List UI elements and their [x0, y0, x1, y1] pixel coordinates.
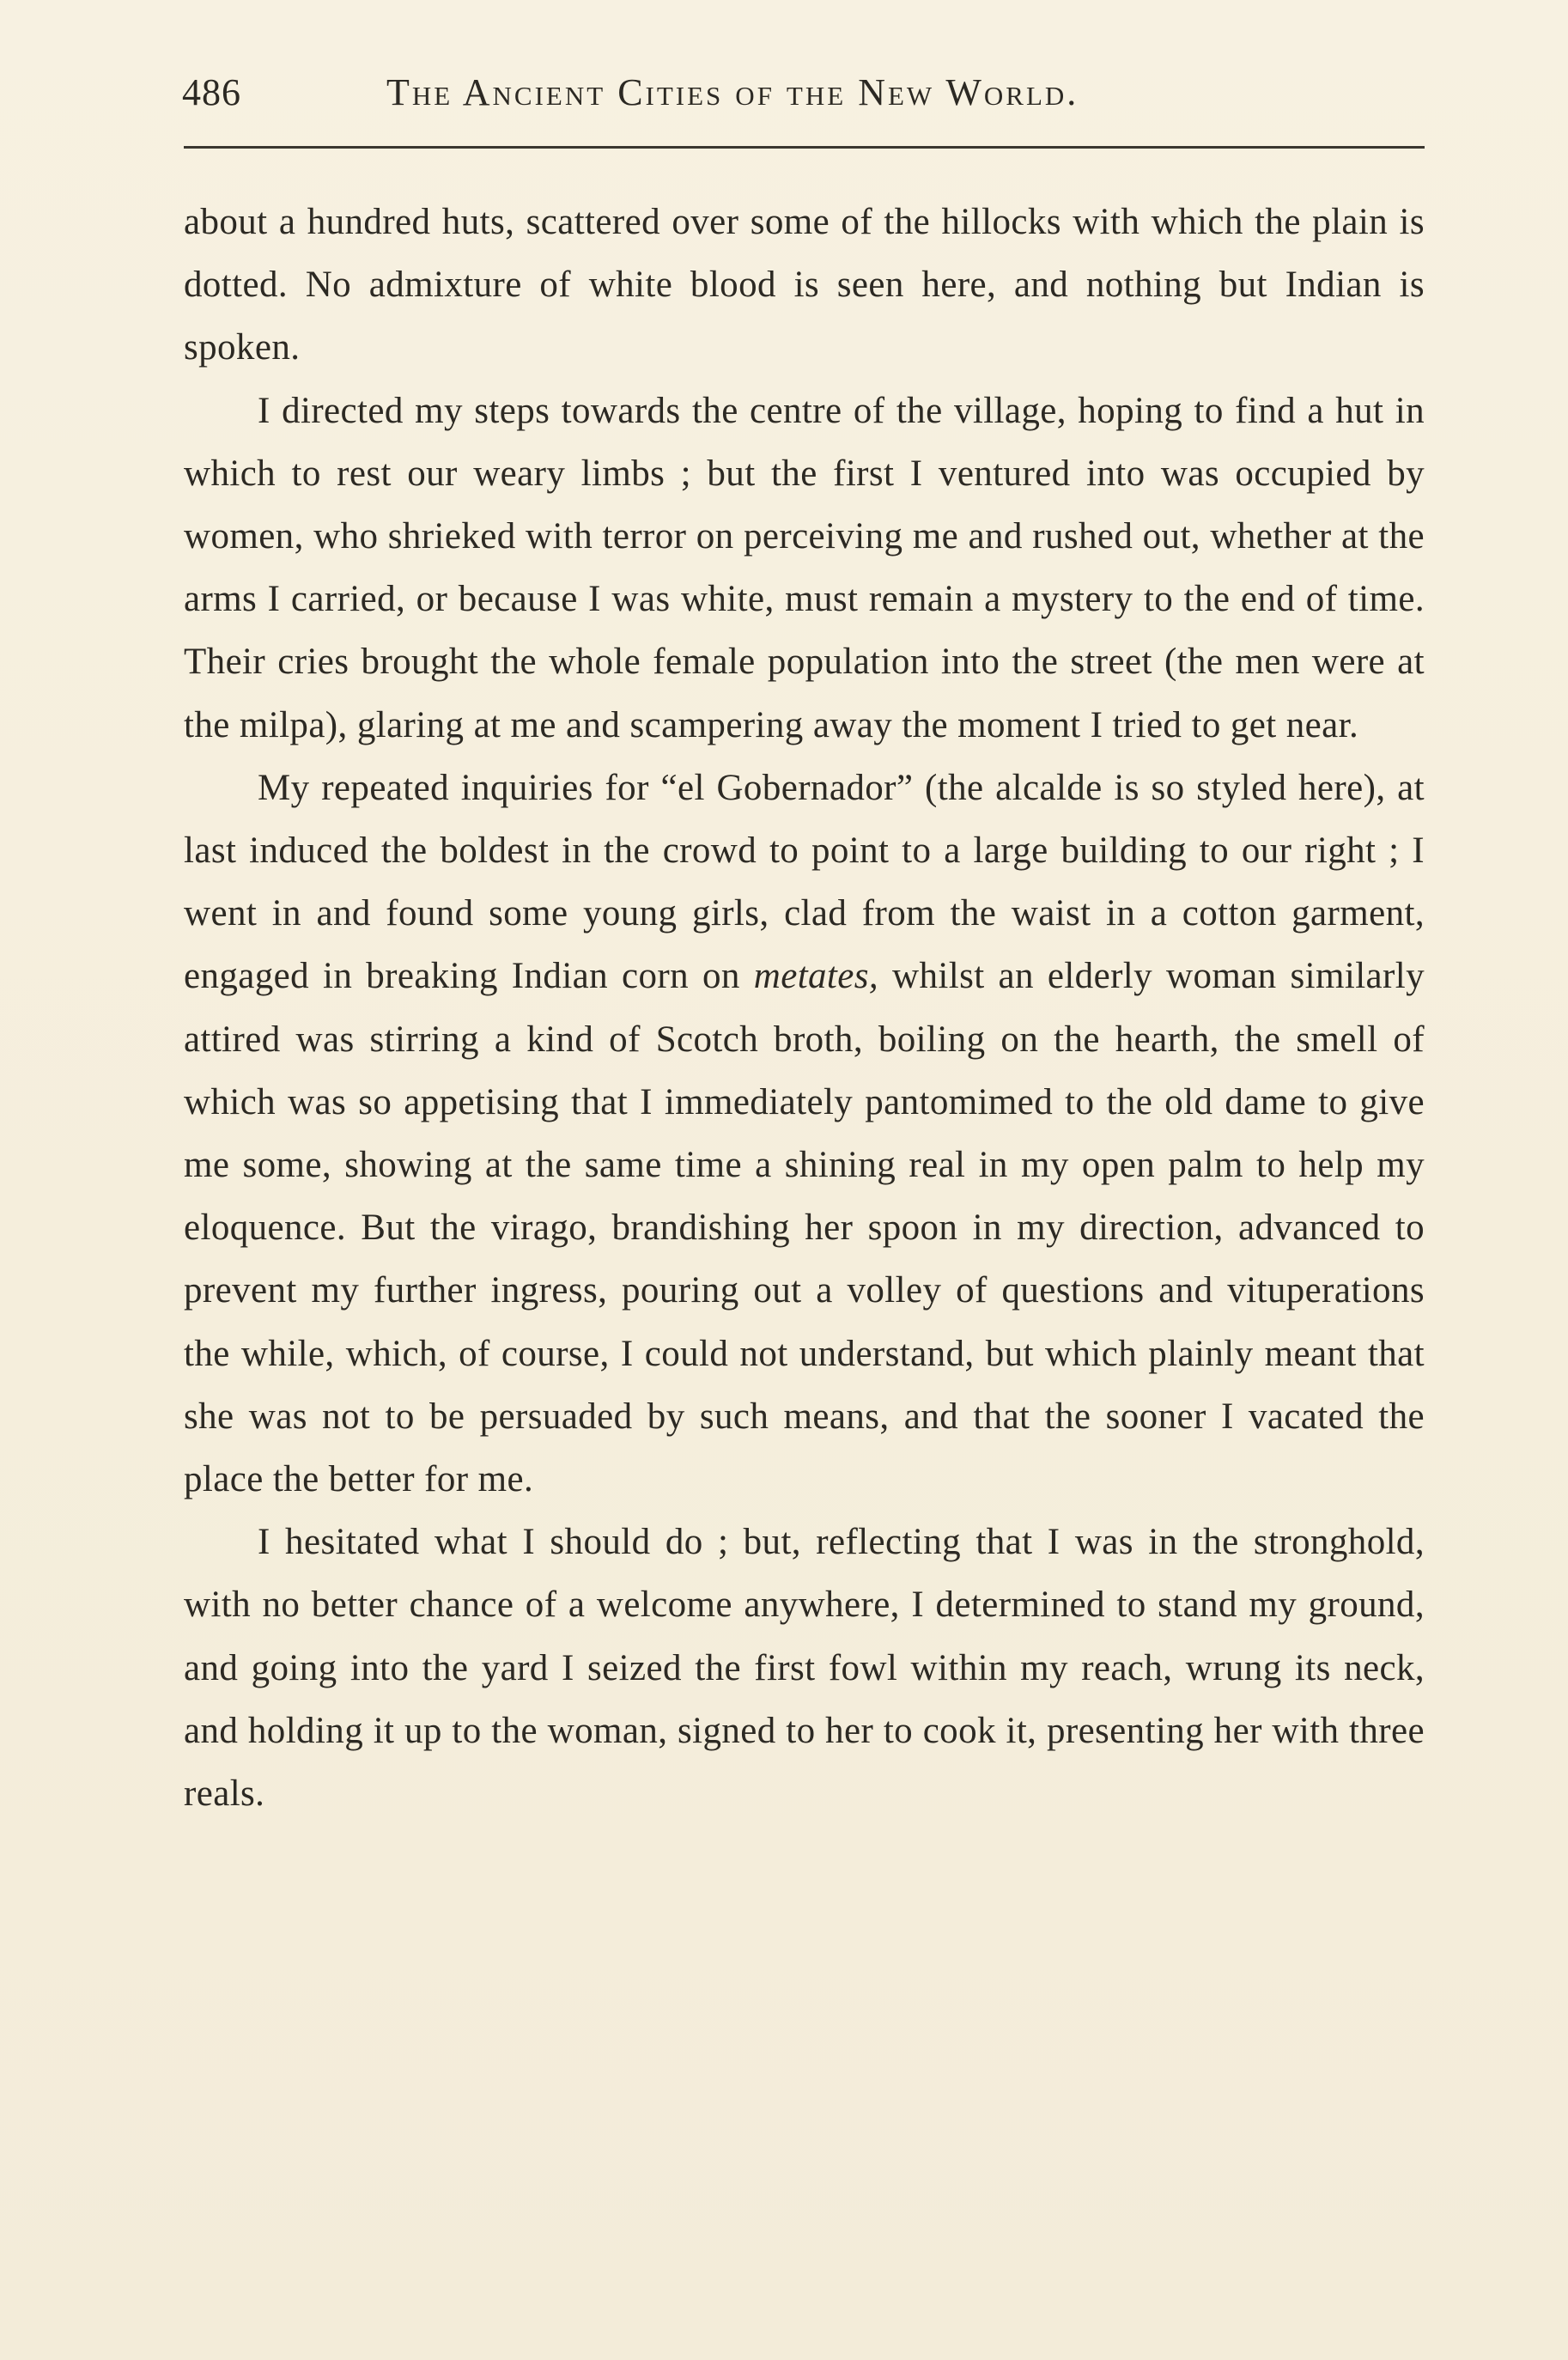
- paragraph-text: My repeated inquiries for “el Gobernador” (the alcalde is so styled here), at last induced the boldest in the crowd to point to a large building to our right ; I went in and found some young girls, clad from the waist in a cotton garment, engaged in breaking Indian corn on: [184, 767, 1425, 997]
- header-rule: [184, 146, 1425, 149]
- paragraph-text: I directed my steps towards the centre of the village, hoping to find a hut in which to rest our weary limbs ; but the first I ventured into was occupied by women, who shrieked with terror on perceiving me and rushed out, whether at the arms I carried, or because I was white, must remain a mystery to the end of time. Their cries brought the whole female population into the street (the men were at the milpa), glaring at me and scampering away the moment I tried to get near.: [184, 390, 1425, 745]
- page-number: 486: [182, 71, 241, 113]
- body-text: [184, 191, 1425, 1825]
- page-header: [172, 70, 1443, 122]
- paragraph: [184, 191, 1425, 380]
- paragraph-text: whilst an elderly woman similarly attired was stirring a kind of Scotch broth, boiling on the hearth, the smell of which was so appetising that I immediately pantomimed to the old dame to give me some, showing at the same time a shining real in my open palm to help my eloquence. But the virago, brandishing her spoon in my direction, advanced to prevent my further ingress, pouring out a volley of questions and vituperations the while, which, of course, I could not understand, but which plainly meant that she was not to be persuaded by such means, and that the sooner I vacated the place the better for me.: [184, 956, 1425, 1500]
- paragraph: [184, 380, 1425, 757]
- paragraph: [184, 757, 1425, 1511]
- paragraph-text: about a hundred huts, scattered over some of the hillocks with which the plain is dotted. No admixture of white blood is seen here, and nothing but Indian is spoken.: [184, 202, 1425, 368]
- paragraph-text: I hesitated what I should do ; but, reflecting that I was in the stronghold, with no better chance of a welcome anywhere, I determined to stand my ground, and going into the yard I seized the first fowl within my reach, wrung its neck, and holding it up to the woman, signed to her to cook it, presenting her with three reals.: [184, 1522, 1425, 1815]
- running-head: The Ancient Cities of the New World.: [386, 71, 1079, 113]
- paragraph: [184, 1511, 1425, 1825]
- italic-term: metates,: [753, 956, 879, 997]
